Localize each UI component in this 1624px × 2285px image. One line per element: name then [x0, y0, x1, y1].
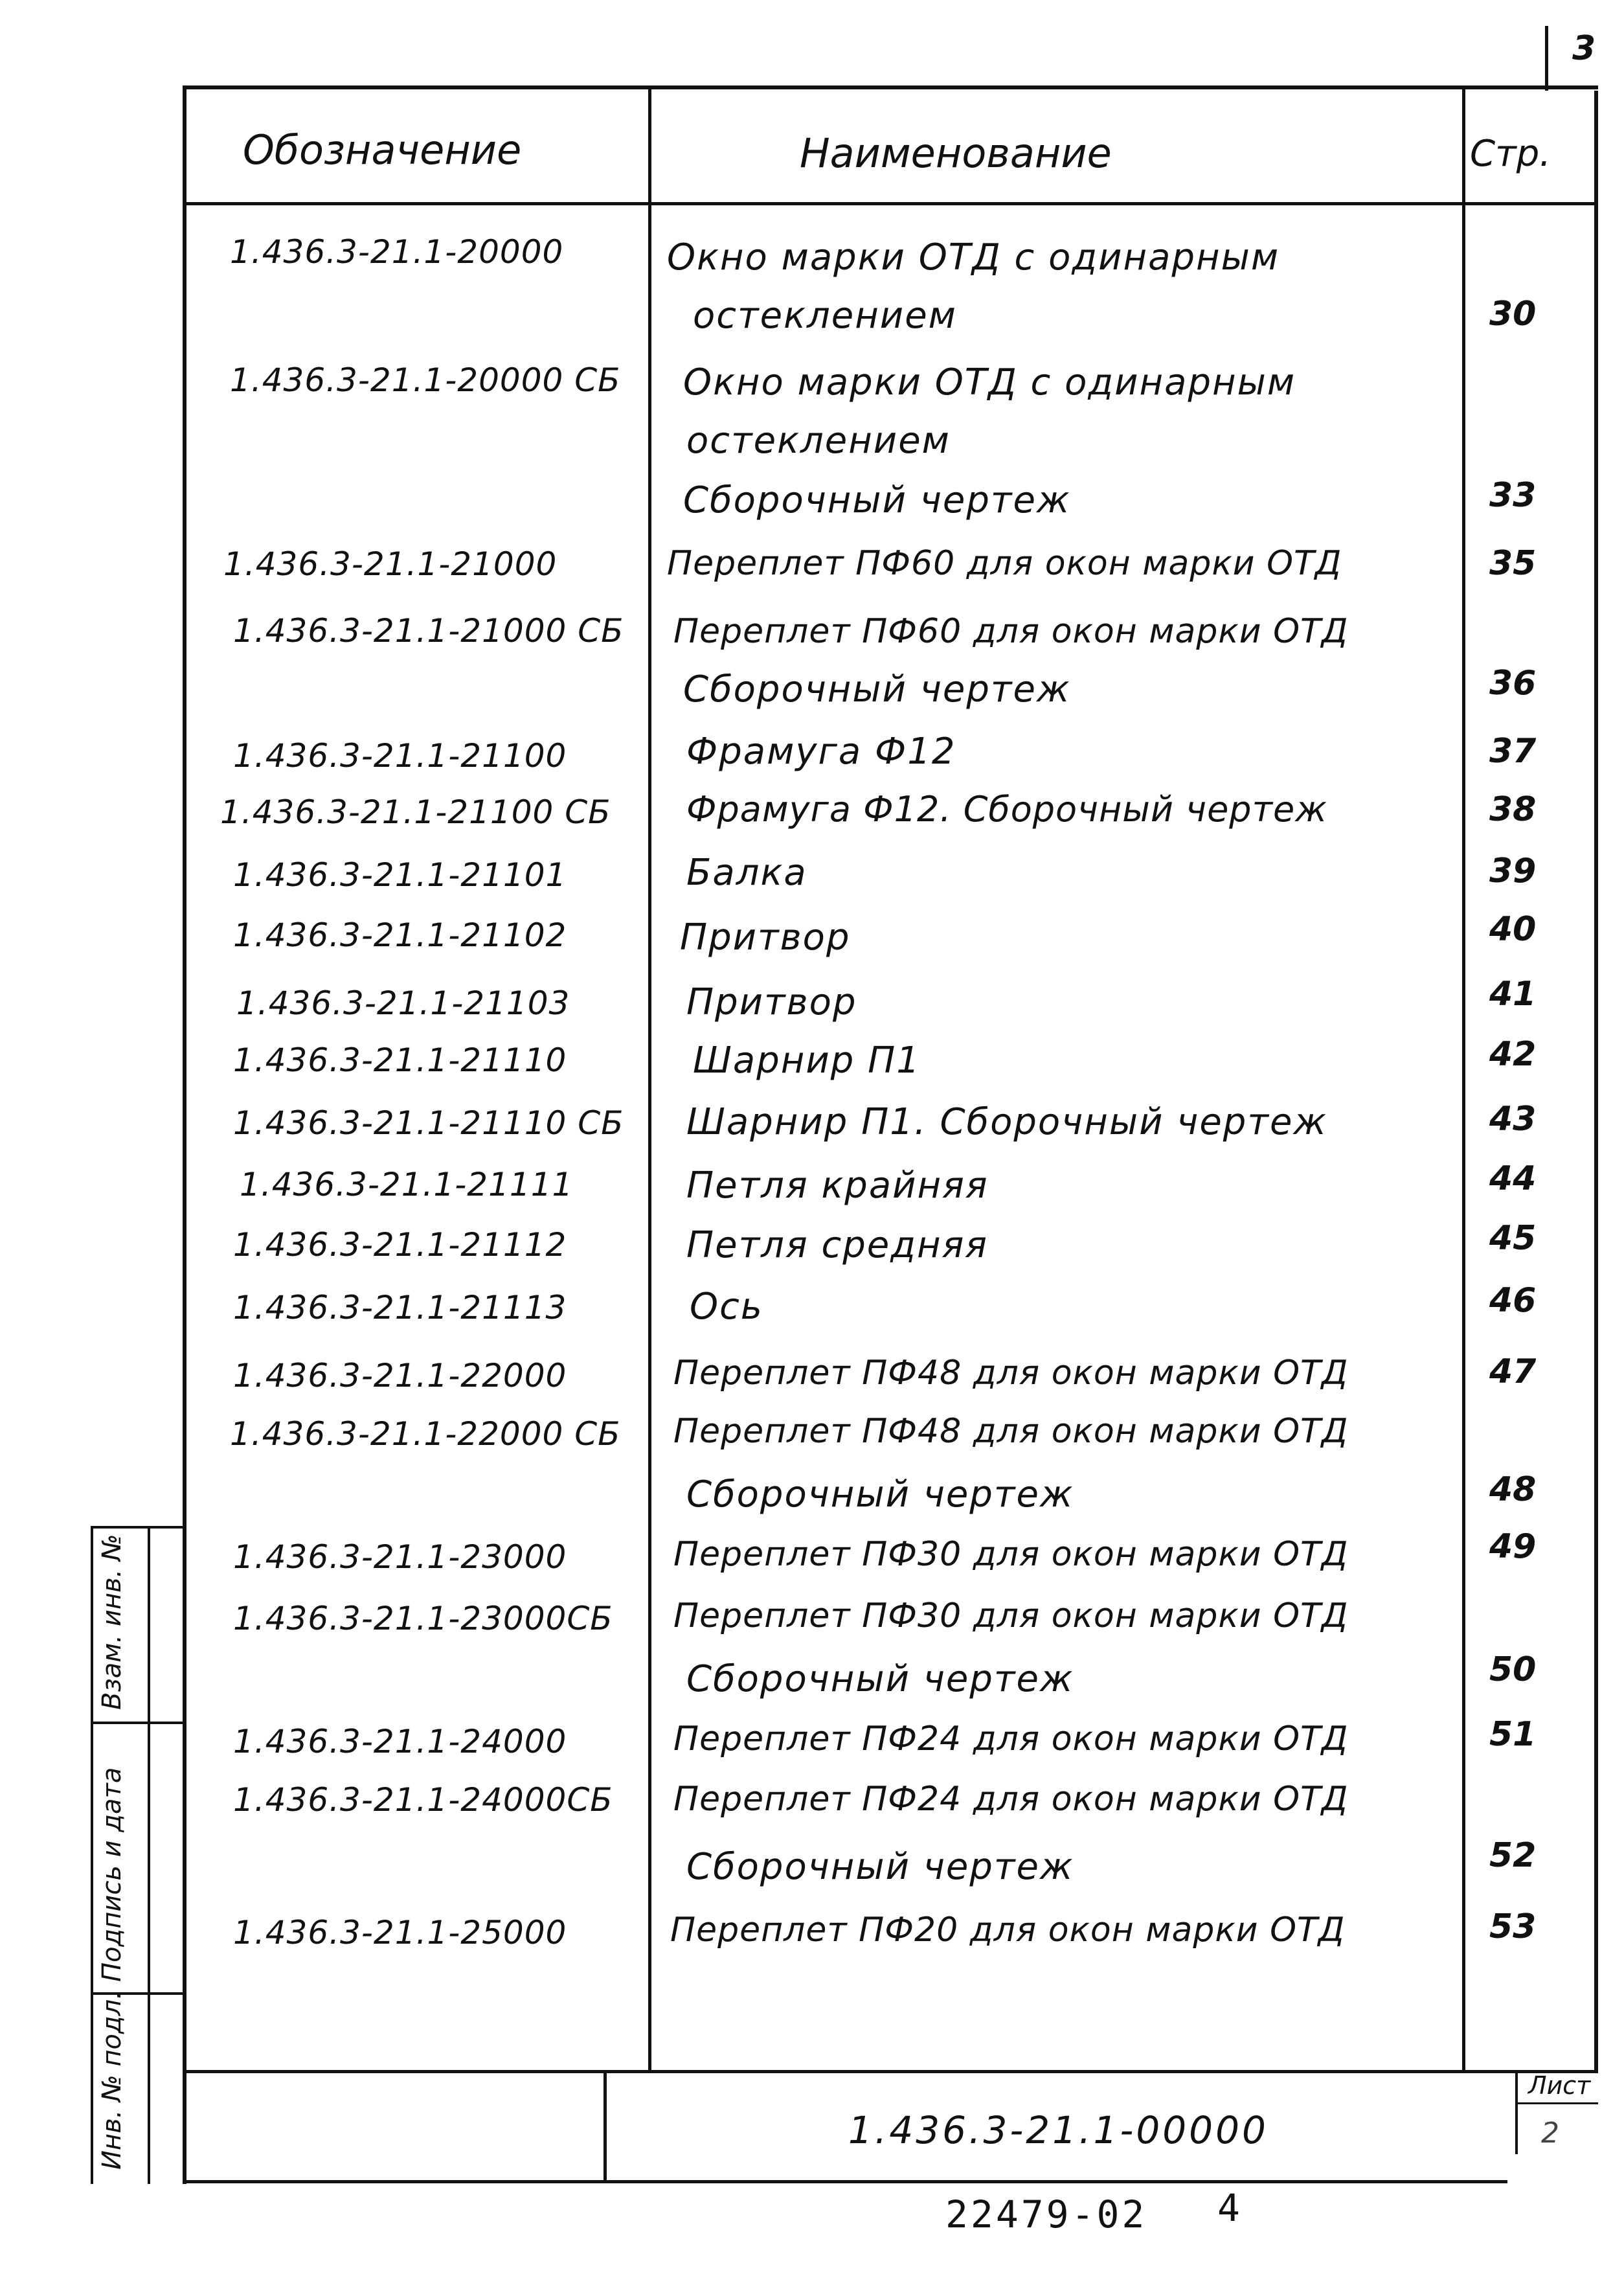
row-code: 1.436.3-21.1-21103 — [236, 984, 570, 1022]
document-code: 1.436.3-21.1-00000 — [848, 2108, 1269, 2152]
row-name: Фрамуга Ф12. Сборочный чертеж — [686, 789, 1327, 830]
row-name-cont: Сборочный чертеж — [686, 1846, 1074, 1888]
row-page: 41 — [1489, 975, 1537, 1014]
row-code: 1.436.3-21.1-21000 — [223, 545, 558, 583]
row-name: Переплет ПФ24 для окон марки ОТД — [673, 1780, 1349, 1819]
side-stamp-inv-orig: Инв. № подл. — [97, 1991, 127, 2170]
row-code: 1.436.3-21.1-25000 — [233, 1914, 567, 1951]
header-page: Стр. — [1470, 133, 1551, 175]
row-page: 44 — [1489, 1159, 1537, 1198]
row-page: 35 — [1489, 544, 1537, 583]
header-name: Наименование — [800, 130, 1112, 177]
row-code: 1.436.3-21.1-21101 — [233, 856, 567, 894]
row-code: 1.436.3-21.1-21102 — [233, 916, 567, 954]
header-designation: Обозначение — [243, 126, 522, 174]
row-page: 49 — [1489, 1527, 1537, 1566]
row-name: Балка — [686, 852, 807, 894]
row-page: 40 — [1489, 910, 1537, 949]
row-name: Переплет ПФ20 для окон марки ОТД — [670, 1911, 1346, 1950]
row-name: Петля крайняя — [686, 1165, 989, 1207]
row-page: 42 — [1489, 1035, 1537, 1074]
row-name: Ось — [690, 1286, 763, 1328]
row-name: Переплет ПФ30 для окон марки ОТД — [673, 1597, 1349, 1635]
row-name: Переплет ПФ30 для окон марки ОТД — [673, 1535, 1349, 1574]
row-code: 1.436.3-21.1-20000 — [230, 233, 564, 271]
sheet-number: 3 — [1572, 29, 1596, 68]
row-code: 1.436.3-21.1-24000 — [233, 1723, 567, 1760]
row-page: 46 — [1489, 1281, 1537, 1320]
archive-number: 22479-02 — [945, 2192, 1147, 2236]
row-name: Переплет ПФ48 для окон марки ОТД — [673, 1412, 1349, 1451]
row-page: 53 — [1489, 1907, 1537, 1946]
col-divider-1 — [648, 85, 651, 2073]
row-code: 1.436.3-21.1-22000 СБ — [230, 1415, 621, 1453]
row-code: 1.436.3-21.1-21113 — [233, 1289, 567, 1326]
row-code: 1.436.3-21.1-21110 — [233, 1041, 567, 1079]
side-stamp-sign-date: Подпись и дата — [97, 1767, 127, 1982]
row-page: 39 — [1489, 852, 1537, 891]
row-code: 1.436.3-21.1-23000 — [233, 1538, 567, 1576]
row-code: 1.436.3-21.1-23000СБ — [233, 1600, 613, 1637]
row-code: 1.436.3-21.1-21111 — [240, 1166, 574, 1203]
row-name: Переплет ПФ60 для окон марки ОТД — [667, 544, 1342, 583]
row-name: Притвор — [680, 916, 851, 959]
row-name: Шарнир П1. Сборочный чертеж — [686, 1101, 1327, 1143]
side-stamp-top — [91, 1526, 186, 1529]
side-stamp-replace-inv: Взам. инв. № — [97, 1534, 127, 1710]
row-name: Окно марки ОТД с одинарным — [667, 236, 1280, 279]
row-code: 1.436.3-21.1-24000СБ — [233, 1781, 613, 1819]
sheet-label: Лист — [1528, 2071, 1591, 2100]
row-page: 50 — [1489, 1650, 1537, 1689]
row-page: 36 — [1489, 664, 1537, 703]
row-name-cont: остеклением — [693, 295, 957, 337]
row-name: Переплет ПФ24 для окон марки ОТД — [673, 1720, 1349, 1758]
frame-left — [183, 85, 186, 2184]
row-page: 30 — [1489, 295, 1537, 334]
row-page: 52 — [1489, 1836, 1537, 1875]
header-bottom — [183, 202, 1598, 205]
row-page: 47 — [1489, 1352, 1537, 1391]
row-name: Окно марки ОТД с одинарным — [683, 361, 1296, 404]
row-code: 1.436.3-21.1-21110 СБ — [233, 1104, 624, 1142]
row-code: 1.436.3-21.1-21100 СБ — [220, 793, 611, 831]
row-page: 33 — [1489, 476, 1537, 515]
title-sheet-cell-left — [1515, 2070, 1518, 2154]
title-block-divider — [603, 2070, 607, 2183]
row-name: Переплет ПФ60 для окон марки ОТД — [673, 612, 1349, 651]
row-name: Фрамуга Ф12 — [686, 731, 956, 773]
row-name-cont: Сборочный чертеж — [686, 1658, 1074, 1700]
sheet-value: 2 — [1541, 2117, 1559, 2150]
row-code: 1.436.3-21.1-22000 — [233, 1357, 567, 1394]
row-name: Шарнир П1 — [693, 1040, 921, 1082]
title-block-bottom — [183, 2180, 1507, 2183]
frame-top — [183, 85, 1598, 89]
row-page: 48 — [1489, 1470, 1537, 1509]
col-divider-2 — [1462, 85, 1465, 2073]
row-name-cont: Сборочный чертеж — [683, 479, 1071, 521]
row-name-cont: Сборочный чертеж — [683, 668, 1071, 711]
title-block-top — [183, 2070, 1598, 2073]
row-code: 1.436.3-21.1-21112 — [233, 1226, 567, 1264]
frame-right — [1594, 91, 1598, 2073]
row-name: Переплет ПФ48 для окон марки ОТД — [673, 1354, 1349, 1393]
row-page: 38 — [1489, 790, 1537, 829]
row-name: Притвор — [686, 981, 857, 1023]
row-page: 45 — [1489, 1219, 1537, 1258]
row-page: 51 — [1489, 1715, 1537, 1754]
copy-number: 4 — [1217, 2186, 1240, 2230]
row-page: 37 — [1489, 732, 1537, 771]
row-page: 43 — [1489, 1100, 1537, 1139]
row-code: 1.436.3-21.1-20000 СБ — [230, 361, 621, 399]
side-stamp-left — [91, 1526, 93, 2184]
row-code: 1.436.3-21.1-21100 — [233, 737, 567, 775]
row-name-cont: Сборочный чертеж — [686, 1473, 1074, 1516]
side-stamp-inner — [148, 1526, 150, 2184]
row-code: 1.436.3-21.1-21000 СБ — [233, 612, 624, 650]
row-name-cont: остеклением — [686, 420, 951, 462]
sheet-number-divider — [1545, 26, 1548, 91]
side-stamp-row1 — [91, 1722, 186, 1724]
title-sheet-cell-line — [1515, 2102, 1598, 2104]
row-name: Петля средняя — [686, 1224, 988, 1266]
